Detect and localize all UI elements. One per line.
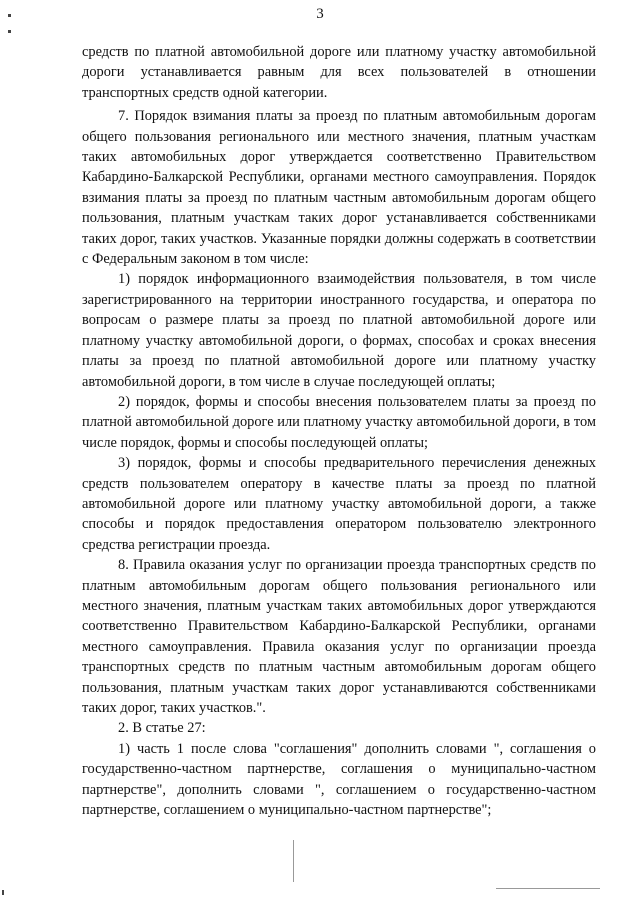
- document-body: [82, 42, 596, 820]
- paragraph-part-1: 1) часть 1 после слова "соглашения" дополнить словами ", соглашения о государственно-частном партнерстве, соглашения о муниципально-частном партнерстве", дополнить словами ", соглашением о государственно-частном партнерстве, соглашением о муниципально-частном партнерстве";: [82, 740, 596, 819]
- scan-dot: [8, 30, 11, 33]
- paragraph-continuation: средств по платной автомобильной дороге или платному участку автомобильной дороги устанавливается равным для всех пользователей в отношении транспортных средств одной категории.: [82, 44, 596, 101]
- scan-dot: [8, 14, 11, 17]
- scan-dot: [2, 890, 4, 895]
- paragraph-subitem-1: 1) порядок информационного взаимодействия пользователя, в том числе зарегистрированного на территории иностранного государства, и оператора по вопросам о размере платы за проезд по платной автомобильной дороге или платному участку автомобильной дороги, о формах, способах и сроках внесения платы за проезд по платной автомобильной дороге или платному участку автомобильной дороги, в том числе в случае последующей оплаты;: [82, 271, 596, 390]
- paragraph-item-7: 7. Порядок взимания платы за проезд по платным автомобильным дорогам общего пользования регионального или местного значения, платным участкам таких автомобильных дорог утверждается соответственно Правительством Кабардино-Балкарской Республики, органами местного самоуправления. Порядок взимания платы за проезд по платным частным автомобильным дорогам общего пользования, платным участкам таких дорог устанавливается собственниками таких дорог, таких участков. Указанные порядки должны содержать в соответствии с Федеральным законом в том числе:: [82, 108, 596, 268]
- paragraph-article-27: 2. В статье 27:: [118, 720, 206, 737]
- paragraph-subitem-2: 2) порядок, формы и способы внесения пользователем платы за проезд по платной автомобильной дороге или платному участку автомобильной дороги, в том числе порядок, формы и способы последующей оплаты;: [82, 393, 596, 451]
- paragraph-subitem-3: 3) порядок, формы и способы предварительного перечисления денежных средств пользователем оператору в качестве платы за проезд по платной автомобильной дороге или платному участку автомобильной дороги, а также способы и порядок предоставления оператором пользователю электронного средства регистрации проезда.: [82, 455, 596, 553]
- page-number: 3: [316, 6, 324, 22]
- scan-line: [496, 888, 600, 889]
- paragraph-item-8: 8. Правила оказания услуг по организации проезда транспортных средств по платным автомобильным дорогам общего пользования регионального или местного значения, платным участкам таких автомобильных дорог утверждаются соответственно Правительством Кабардино-Балкарской Республики, органами местного самоуправления. Правила оказания услуг по организации проезда транспортных средств по платным частным автомобильным дорогам общего пользования, платным участкам таких дорог устанавливаются собственниками таких дорог, таких участков.".: [82, 557, 596, 716]
- fold-line: [293, 840, 294, 882]
